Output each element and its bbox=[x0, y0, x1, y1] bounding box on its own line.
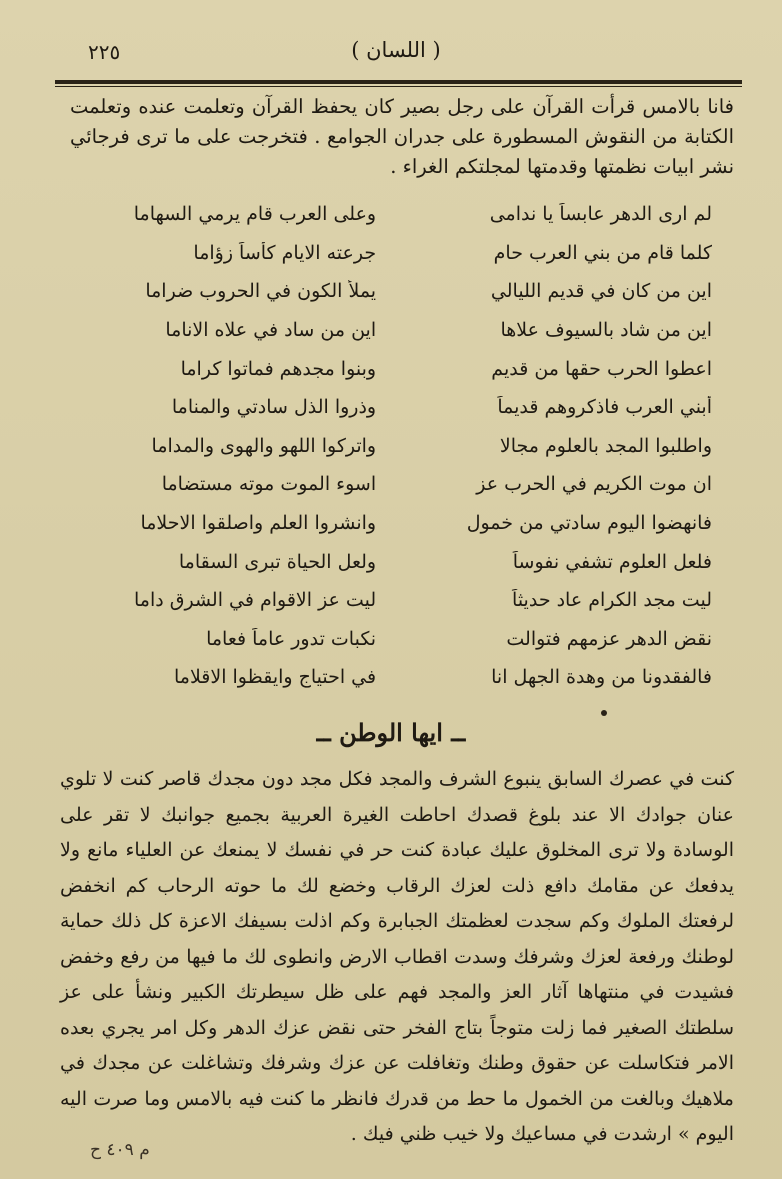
verse-first-hemistich: ان موت الكريم في الحرب عز bbox=[476, 473, 712, 496]
verse-second-hemistich: ليت عز الاقوام في الشرق داما bbox=[133, 589, 377, 612]
poem-verse bbox=[90, 427, 712, 466]
verse-first-hemistich: ليت مجد الكرام عاد حديثاً bbox=[512, 589, 712, 612]
poem bbox=[90, 195, 712, 697]
verse-first-hemistich: اين من كان في قديم الليالي bbox=[490, 280, 712, 303]
verse-second-hemistich: واتركوا اللهو والهوى والمداما bbox=[151, 434, 377, 457]
poem-verse bbox=[90, 542, 712, 581]
verse-first-hemistich: لم ارى الدهر عابساً يا ندامى bbox=[489, 203, 712, 226]
poem-verse bbox=[90, 620, 712, 659]
poem-verse bbox=[90, 234, 712, 273]
verse-second-hemistich: وبنوا مجدهم فماتوا كراما bbox=[180, 357, 377, 380]
poem-verse bbox=[90, 465, 712, 504]
footer-signature: م ٤٠٩ ح bbox=[90, 1140, 150, 1160]
verse-second-hemistich: جرعته الايام كأساً زؤاما bbox=[193, 241, 377, 264]
intro-paragraph bbox=[70, 92, 734, 182]
poem-verse bbox=[90, 349, 712, 388]
section-title: ــ ايها الوطن ــ bbox=[316, 718, 466, 747]
verse-first-hemistich: كلما قام من بني العرب حام bbox=[493, 241, 712, 264]
verse-first-hemistich: أبني العرب فاذكروهم قديماً bbox=[497, 396, 712, 419]
body-paragraph bbox=[60, 762, 734, 1153]
intro-text: فانا بالامس قرأت القرآن على رجل بصير كان يحفظ القرآن وتعلمت عنده وتعلمت الكتابة من النقوش المسطورة على جدران الجوامع . فتخرجت على ما ترى فرجائي نشر ابيات نظمتها وقدمتها لمجلتكم الغراء . bbox=[70, 95, 734, 178]
verse-second-hemistich: وذروا الذل سادتي والمناما bbox=[171, 396, 377, 419]
page-number: ٢٢٥ bbox=[88, 40, 121, 64]
body-text: كنت في عصرك السابق ينبوع الشرف والمجد فكل مجد دون مجدك قاصر كنت لا تلوي عنان جوادك الا عند بلوغ قصدك احاطت الغيرة العربية بجميع جوانبك لا تقر على الوسادة ولا ترى المخلوق عليك عبادة كنت حر في نفسك لا يمنعك عن العلياء مانع ولا يدفعك عن مقامك دافع ذلت لعزك الرقاب وخضع لك ما حوته الرحاب كم انخفض لرفعتك الملوك وكم سجدت لعظمتك الجبابرة وكم اذلت بسيفك الاعزة كل ذلك حماية لوطنك ورفعة لعزك وشرفك وسدت اقطاب الارض وانطوى لك ما فيها من رفع وخفض فشيدت في منتهاها آثار العز والمجد فهم على ظل سيطرتك الكبير ونشأ على عز سلطتك الصغير فما زلت متوجاً بتاج الفخر حتى نقض عزك الدهر وكل امر يجري بعده الامر فتكاسلت عن حقوق وطنك وتغافلت عن عزك وشرفك وتشاغلت عن مجدك في ملاهيك وبالغت من الخمول ما حط من قدرك فانظر ما كنت فيه بالامس وما صرت اليه اليوم » ارشدت في مساعيك ولا خيب ظني فيك . bbox=[60, 768, 734, 1145]
verse-first-hemistich: فالفقدونا من وهدة الجهل انا bbox=[491, 666, 712, 689]
poem-verse bbox=[90, 581, 712, 620]
verse-first-hemistich: واطلبوا المجد بالعلوم مجالا bbox=[499, 434, 712, 457]
verse-first-hemistich: اين من شاد بالسيوف علاها bbox=[500, 319, 712, 342]
verse-second-hemistich: في احتياج وايقظوا الاقلاما bbox=[173, 666, 377, 689]
verse-second-hemistich: نكبات تدور عاماً فعاما bbox=[206, 627, 377, 650]
header-rule-thin bbox=[55, 86, 742, 87]
poem-verse bbox=[90, 272, 712, 311]
verse-second-hemistich: وعلى العرب قام يرمي السهاما bbox=[133, 203, 377, 226]
page-header bbox=[60, 30, 732, 70]
verse-second-hemistich: ولعل الحياة تبرى السقاما bbox=[178, 550, 377, 573]
bullet-dot bbox=[601, 710, 607, 716]
verse-first-hemistich: اعطوا الحرب حقها من قديم bbox=[491, 357, 712, 380]
poem-verse bbox=[90, 658, 712, 697]
header-rule-thick bbox=[55, 80, 742, 84]
verse-first-hemistich: فلعل العلوم تشفي نفوساً bbox=[512, 550, 712, 573]
journal-name: ( اللسان ) bbox=[351, 38, 441, 62]
poem-verse bbox=[90, 388, 712, 427]
verse-second-hemistich: وانشروا العلم واصلقوا الاحلاما bbox=[140, 512, 377, 535]
verse-second-hemistich: اين من ساد في علاه الاناما bbox=[165, 319, 377, 342]
poem-verse bbox=[90, 195, 712, 234]
verse-first-hemistich: نقض الدهر عزمهم فتوالت bbox=[506, 627, 712, 650]
verse-second-hemistich: يملأ الكون في الحروب ضراما bbox=[145, 280, 377, 303]
poem-verse bbox=[90, 311, 712, 350]
poem-verse bbox=[90, 504, 712, 543]
verse-first-hemistich: فانهضوا اليوم سادتي من خمول bbox=[466, 512, 712, 535]
verse-second-hemistich: اسوء الموت موته مستضاما bbox=[161, 473, 377, 496]
